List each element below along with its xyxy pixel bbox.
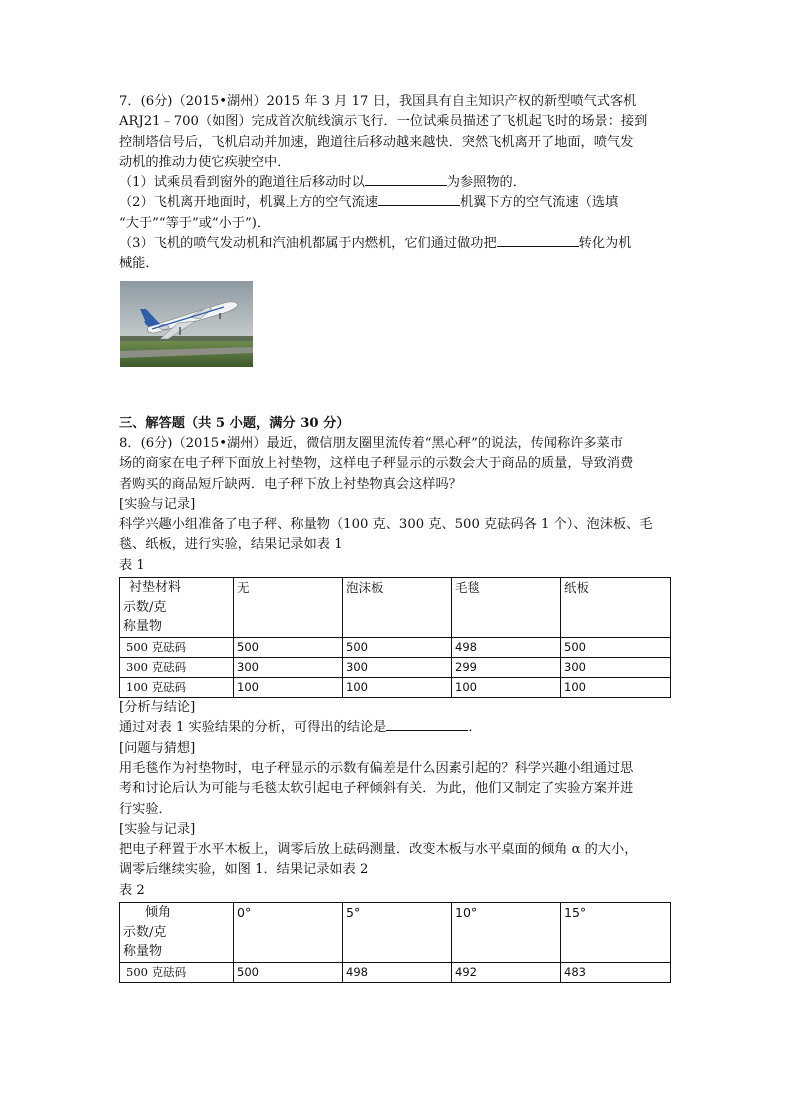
table-2-head-reading: 示数/克 (123, 924, 167, 940)
table-2 (119, 902, 671, 983)
table-1 (119, 577, 671, 698)
table-2-cell: 492 (452, 963, 561, 983)
q7-sub-3 (119, 234, 679, 254)
table-1-col-header: 泡沫板 (343, 578, 452, 638)
table-1-col-header: 无 (234, 578, 343, 638)
table-2-caption: 表 2 (119, 882, 145, 898)
table-1-cell: 300 (234, 658, 343, 678)
table-1-head-material: 衬垫材料 (129, 580, 182, 596)
q7-line-4: 动机的推动力使它疾驶空中． (119, 154, 291, 170)
q7-sub1-text-a: （1）试乘员看到窗外的跑道往后移动时以 (119, 175, 365, 191)
table-1-row (120, 658, 671, 678)
q8-analysis-text-b: ． (468, 720, 482, 736)
table-2-row-label: 500 克砝码 (120, 963, 234, 983)
document-page (119, 92, 679, 983)
q8-question-line-1: 用毛毯作为衬垫物时，电子秤显示的示数有偏差是什么因素引起的？科学兴趣小组通过思 (119, 760, 634, 776)
q7-line-1: 7．(6分)（2015•湖州）2015 年 3 月 17 日，我国具有自主知识产权的新型喷气式客机 (119, 94, 637, 109)
q8-heading-experiment-1: [实验与记录] (119, 496, 196, 512)
q7-sub-2 (119, 193, 679, 213)
q7-sub2-text-a: （2）飞机离开地面时，机翼上方的空气流速 (119, 195, 378, 211)
q8-analysis-blank[interactable] (386, 718, 468, 731)
table-2-col-header: 5° (343, 903, 452, 963)
table-1-caption: 表 1 (119, 557, 145, 573)
table-1-cell: 100 (234, 678, 343, 698)
table-1-cell: 500 (234, 638, 343, 658)
table-1-col-header: 纸板 (561, 578, 671, 638)
table-2-head-angle: 倾角 (145, 905, 172, 921)
table-2-row (120, 963, 671, 983)
q8-exp2-line-1: 把电子秤置于水平木板上，调零后放上砝码测量．改变木板与水平桌面的倾角 α 的大小， (119, 842, 638, 858)
table-2-col-header: 10° (452, 903, 561, 963)
table-1-cell: 498 (452, 638, 561, 658)
q7-sub2-text-b: 机翼下方的空气流速（选填 (459, 195, 619, 211)
q8-question-line-3: 行实验． (119, 801, 172, 817)
q7-line-2: ARJ21﹣700（如图）完成首次航线演示飞行．一位试乘员描述了飞机起飞时的场景：接到 (119, 114, 648, 130)
q7-line-3: 控制塔信号后，飞机启动并加速，跑道往后移动越来越快．突然飞机离开了地面，喷气发 (119, 134, 634, 150)
q8-analysis-line (119, 718, 679, 738)
table-1-row (120, 638, 671, 658)
q7-sub3-blank[interactable] (497, 234, 579, 247)
table-1-cell: 500 (343, 638, 452, 658)
q8-analysis-text-a: 通过对表 1 实验结果的分析，可得出的结论是 (119, 720, 387, 736)
q8-intro-3: 者购买的商品短斤缺两．电子秤下放上衬垫物真会这样吗？ (119, 476, 462, 492)
table-1-cell: 300 (343, 658, 452, 678)
q8-heading-experiment-2: [实验与记录] (119, 821, 196, 837)
q7-sub1-text-b: 为参照物的． (446, 175, 526, 191)
q8-exp2-line-2: 调零后继续实验，如图 1．结果记录如表 2 (119, 862, 369, 878)
q8-intro-1: 8．(6分)（2015•湖州）最近，微信朋友圈里流传着“黑心秤”的说法，传闻称许多菜市 (119, 435, 623, 451)
table-1-corner-cell (120, 578, 234, 638)
q7-sub-2-cont: “大于”“等于”或“小于”)． (119, 215, 271, 231)
q8-exp1-line-1: 科学兴趣小组准备了电子秤、称量物（100 克、300 克、500 克砝码各 1 个）、泡沫板、毛 (119, 517, 653, 533)
table-1-head-reading: 示数/克 (123, 599, 167, 615)
table-1-row (120, 678, 671, 698)
q7-sub1-blank[interactable] (365, 173, 447, 186)
table-2-cell: 500 (234, 963, 343, 983)
section-3-title: 三、解答题（共 5 小题，满分 30 分） (119, 415, 350, 431)
table-1-cell: 500 (561, 638, 671, 658)
table-1-cell: 299 (452, 658, 561, 678)
table-1-header-row (120, 578, 671, 638)
q8-intro-2: 场的商家在电子秤下面放上衬垫物，这样电子秤显示的示数会大于商品的质量，导致消费 (119, 456, 634, 472)
table-1-col-header: 毛毯 (452, 578, 561, 638)
table-2-head-object: 称量物 (123, 944, 163, 960)
q8-exp1-line-2: 毯、纸板，进行实验，结果记录如表 1 (119, 537, 343, 553)
table-2-col-header: 0° (234, 903, 343, 963)
table-2-col-header: 15° (561, 903, 671, 963)
q8-heading-analysis: [分析与结论] (119, 700, 196, 716)
q7-sub-3-cont: 械能． (119, 256, 159, 272)
table-2-cell: 498 (343, 963, 452, 983)
q8-heading-question: [问题与猜想] (119, 740, 196, 756)
question-7 (119, 92, 679, 367)
table-1-cell: 100 (343, 678, 452, 698)
table-1-cell: 100 (452, 678, 561, 698)
q7-sub2-blank[interactable] (378, 193, 460, 206)
question-8 (119, 434, 679, 983)
table-1-cell: 300 (561, 658, 671, 678)
airplane-illustration (120, 281, 253, 367)
airplane-photo (120, 281, 253, 367)
table-2-cell: 483 (561, 963, 671, 983)
table-1-head-object: 称量物 (123, 619, 163, 635)
q8-question-line-2: 考和讨论后认为可能与毛毯太软引起电子秤倾斜有关．为此，他们又制定了实验方案并进 (119, 781, 634, 797)
q7-sub3-text-b: 转化为机 (578, 236, 632, 252)
q7-sub3-text-a: （3）飞机的喷气发动机和汽油机都属于内燃机，它们通过做功把 (119, 236, 497, 252)
table-2-corner-cell (120, 903, 234, 963)
table-1-row-label: 100 克砝码 (120, 678, 234, 698)
table-1-row-label: 500 克砝码 (120, 638, 234, 658)
table-1-cell: 100 (561, 678, 671, 698)
table-1-row-label: 300 克砝码 (120, 658, 234, 678)
table-2-header-row (120, 903, 671, 963)
q7-sub-1 (119, 173, 679, 193)
